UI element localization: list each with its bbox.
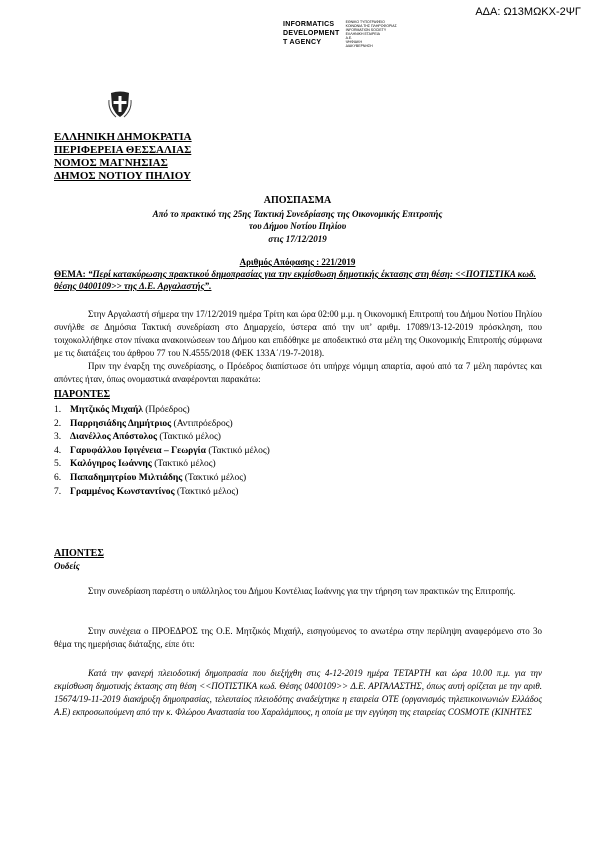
list-item: 1. Μητζικός Μιχαήλ (Πρόεδρος) bbox=[54, 405, 190, 415]
agency-logo bbox=[283, 20, 423, 48]
list-item: 4. Γαρυφάλλου Ιφιγένεια – Γεωργία (Τακτικό μέλος) bbox=[54, 445, 270, 456]
doc-subtitle-2: του Δήμου Νοτίου Πηλίου bbox=[248, 221, 347, 231]
agency-name-en: INFORMATICS DEVELOPMENT T AGENCY bbox=[283, 21, 340, 46]
list-item: 5. Καλόγηρος Ιωάννης (Τακτικό μέλος) bbox=[54, 459, 216, 470]
doc-subtitle-1: Από το πρακτικό της 25ης Τακτική Συνεδρίασης της Οικονομικής Επιτροπής bbox=[152, 209, 443, 219]
issuer-header: ΕΛΛΗΝΙΚΗ ΔΗΜΟΚΡΑΤΙΑ ΠΕΡΙΦΕΡΕΙΑ ΘΕΣΣΑΛΙΑΣ ΝΟΜΟΣ ΜΑΓΝΗΣΙΑΣ ΔΗΜΟΣ ΝΟΤΙΟΥ ΠΗΛΙΟΥ bbox=[54, 131, 192, 182]
paragraph-secretary: Στην συνεδρίαση παρέστη ο υπάλληλος του Δήμου Κοντέλιας Ιωάννης για την τήρηση των πρακτικών της Επιτροπής. bbox=[88, 586, 516, 596]
decision-number: Αριθμός Απόφασης : 221/2019 bbox=[239, 257, 356, 267]
present-heading: ΠΑΡΟΝΤΕΣ bbox=[54, 389, 110, 400]
doc-date: στις 17/12/2019 bbox=[268, 234, 327, 244]
absent-heading: ΑΠΟΝΤΕΣ bbox=[54, 548, 104, 559]
greek-coat-of-arms-icon bbox=[108, 90, 132, 118]
paragraph-quorum: Πριν την έναρξη της συνεδρίασης, ο Πρόεδρος διαπίστωσε ότι υπήρχε νόμιμη απαρτία, αφού από τα 7 μέλη παρόντες και απόντες ήταν, όπως ονομαστικά αναφέρονται παρακάτω: bbox=[54, 361, 542, 384]
list-item: 3. Διανέλλος Απόστολος (Τακτικό μέλος) bbox=[54, 432, 221, 443]
list-item: 7. Γραμμένος Κωνσταντίνος (Τακτικό μέλος) bbox=[54, 486, 239, 497]
paragraph-auction: Κατά την φανερή πλειοδοτική δημοπρασία που διεξήχθη στις 4-12-2019 ημέρα ΤΕΤΑΡΤΗ και ώρα 10.00 π.μ. για την εκμίσθωση δημοτικής έκτασης στη θέση <<ΠΟΤΙΣΤΙΚΑ κωδ. Θέσης 0400109>> Δ.Ε. ΑΡΓΑΛΑΣΤΗΣ, όπως αυτή ορίζεται με την αριθ. 15674/19-11-2019 διακήρυξη δημοπρασίας, τελευταίος πλειοδότης αναδείχτηκε η εταιρεία ΟΤΕ (οργανισμός τηλεπικοινωνιών Ελλάδος Α.Ε) εκπροσωπούμενη από την κ. Φλώρου Αναστασία του Χαραλάμπους, η οποία με την εγγύηση της εταιρείας COSMOTE (ΚΙΝΗΤΕΣ bbox=[54, 668, 542, 717]
doc-title: ΑΠΟΣΠΑΣΜΑ bbox=[263, 195, 332, 206]
agency-name-gr: ΕΘΝΙΚΟ ΤΥΠΟΓΡΑΦΕΙΟ ΚΟΙΝΩΝΙΑ ΤΗΣ ΠΛΗΡΟΦΟΡΙΑΣ INFORMATION SOCIETY ΕΛΛΗΝΙΚΗ ΕΤΑΙΡΕΙΑ Α.Ε. ΨΗΦΙΑΚΗ ΔΙΑΚΥΒΕΡΝΗΣΗ bbox=[345, 20, 397, 48]
list-item: 2. Παρρησιάδης Δημήτριος (Αντιπρόεδρος) bbox=[54, 418, 233, 429]
subject-line: ΘΕΜΑ: “Περί κατακύρωσης πρακτικού δημοπρασίας για την εκμίσθωση δημοτικής έκτασης στη θέση: <<ΠΟΤΙΣΤΙΚΑ κωδ. θέσης 0400109>> της Δ.Ε. Αργαλαστής”. bbox=[54, 269, 536, 291]
paragraph-meeting: Στην Αργαλαστή σήμερα την 17/12/2019 ημέρα Τρίτη και ώρα 02:00 μ.μ. η Οικονομική Επιτροπή του Δήμου Νοτίου Πηλίου συνήλθε σε Δημόσια Τακτική συνεδρίαση στο Δημαρχείο, ύστερα από την υπ’ αριθμ. 17089/13-12-2019 πρόσκληση, που τοιχοκολλήθηκε στον πίνακα ανακοινώσεων του Δήμου και επιδόθηκε με αποδεικτικό στα μέλη της Οικονομικής Επιτροπής σύμφωνα με τις διατάξεις του άρθρου 77 του Ν.4555/2018 (ΦΕΚ 133Α΄/19-7-2018). bbox=[54, 309, 542, 358]
paragraph-chair: Στην συνέχεια ο ΠΡΟΕΔΡΟΣ της Ο.Ε. Μητζικός Μιχαήλ, εισηγούμενος το ανωτέρω στην περίληψη αναφερόμενο στο 3ο θέμα της ημερήσιας διάταξης, είπε ότι: bbox=[54, 626, 542, 649]
members-list bbox=[54, 404, 270, 499]
ada-code: ΑΔΑ: Ω13ΜΩΚΧ-2ΨΓ bbox=[475, 6, 581, 18]
absent-none: Ουδείς bbox=[54, 561, 80, 571]
list-item: 6. Παπαδημητρίου Μιλτιάδης (Τακτικό μέλος) bbox=[54, 472, 247, 483]
